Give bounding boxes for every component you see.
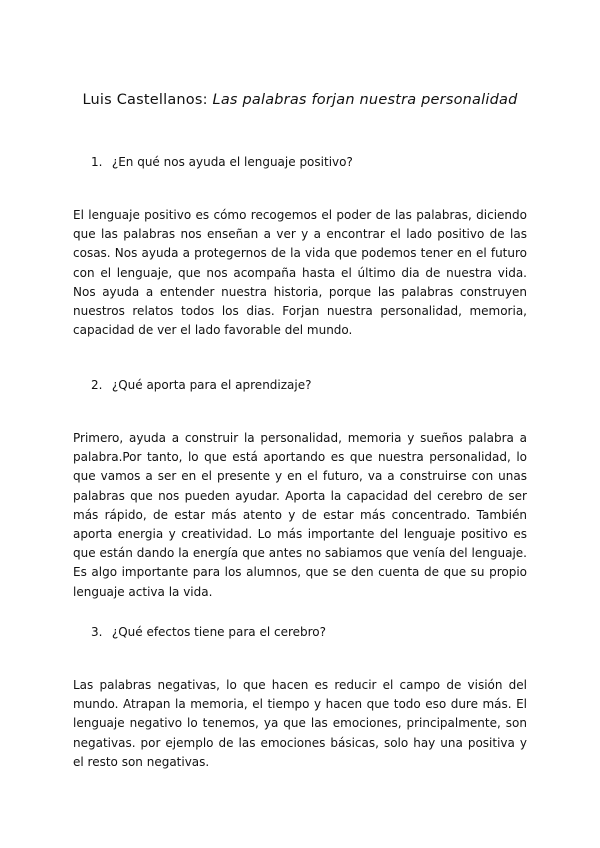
document-title bbox=[0, 92, 600, 108]
title-work: Las palabras forjan nuestra personalidad bbox=[212, 92, 518, 108]
question-3-text: ¿Qué efectos tiene para el cerebro? bbox=[111, 625, 327, 639]
question-3-number: 3. bbox=[91, 625, 103, 639]
question-2-number: 2. bbox=[91, 378, 103, 392]
title-author: Luis Castellanos: bbox=[82, 92, 208, 108]
answer-2: Primero, ayuda a construir la personalidad, memoria y sueños palabra a palabra.Por tanto, lo que está aportando es que nuestra personalidad, lo que vamos a ser en el presente y en el futuro, va a construirse con unas palabras que nos pueden ayudar. Aporta la capacidad del cerebro de ser más rápido, de estar más atento y de estar más concentrado. También aporta energia y creatividad. Lo más importante del lenguaje positivo es que están dando la energía que antes no sabiamos que venía del lenguaje. Es algo importante para los alumnos, que se den cuenta de que su propio lenguaje activa la vida. bbox=[73, 431, 527, 599]
question-2-text: ¿Qué aporta para el aprendizaje? bbox=[111, 378, 312, 392]
question-1-number: 1. bbox=[91, 155, 103, 169]
question-2 bbox=[91, 378, 312, 392]
answer-3: Las palabras negativas, lo que hacen es reducir el campo de visión del mundo. Atrapan la memoria, el tiempo y hacen que todo eso dure más. El lenguaje negativo lo tenemos, ya que las emociones, principalmente, son negativas. por ejemplo de las emociones básicas, solo hay una positiva y el resto son negativas. bbox=[73, 678, 527, 769]
answer-1: El lenguaje positivo es cómo recogemos el poder de las palabras, diciendo que las palabras nos enseñan a ver y a encontrar el lado positivo de las cosas. Nos ayuda a protegernos de la vida que podemos tener en el futuro con el lenguaje, que nos acompaña hasta el último dia de nuestra vida. Nos ayuda a entender nuestra historia, porque las palabras construyen nuestros relatos todos los dias. Forjan nuestra personalidad, memoria, capacidad de ver el lado favorable del mundo. bbox=[73, 208, 527, 338]
question-3 bbox=[91, 625, 326, 639]
question-1 bbox=[91, 155, 353, 169]
question-1-text: ¿En qué nos ayuda el lenguaje positivo? bbox=[111, 155, 353, 169]
